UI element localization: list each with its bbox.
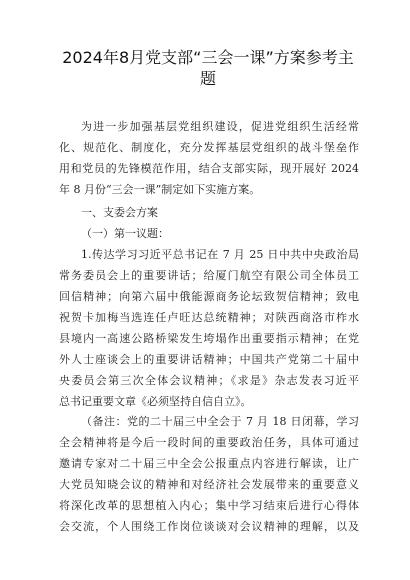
text-line: 县境内一高速公路桥梁发生垮塌作出重要指示精神；在党: [59, 332, 359, 345]
intro-paragraph: [59, 116, 359, 200]
text-line: 祝贺卡加梅当选连任卢旺达总统精神；对陕西商洛市柞水: [59, 311, 359, 324]
text-line: 回信精神；向第六届中俄能源商务论坛致贺信精神；致电: [59, 290, 359, 303]
text-line: 将深化改革的思想植入内心；集中学习结束后进行心得体: [59, 499, 359, 512]
document-title: [58, 47, 358, 89]
text-line: 大党员知晓会议的精神和对经济社会发展带来的重要意义: [59, 478, 359, 491]
heading-line: （一）第一议题：: [81, 227, 169, 240]
item-1-paragraph: [59, 244, 359, 412]
subsection-heading: [59, 223, 359, 244]
text-line: 央委员会第三次全体会议精神；《求是》杂志发表习近平: [59, 374, 359, 387]
text-line: 1.传达学习习近平总书记在 7 月 25 日中共中央政治局: [81, 248, 359, 261]
text-line: 化、规范化、制度化，充分发挥基层党组织的战斗堡垒作: [59, 141, 359, 154]
title-line: 2024年8月党支部“三会一课”方案参考主: [62, 48, 354, 67]
text-line: 总书记重要文章《必须坚持自信自立》。: [59, 395, 252, 408]
heading-line: 一、支委会方案: [81, 206, 158, 219]
text-line: 邀请专家对二十届三中全会公报重点内容进行解读，让广: [59, 457, 359, 470]
note-paragraph: [59, 411, 359, 537]
text-line: 年 8 月份“三会一课”制定如下实施方案。: [59, 183, 261, 196]
section-heading: [59, 202, 359, 223]
text-line: 会交流，个人围绕工作岗位谈谈对会议精神的理解，以及: [59, 520, 359, 533]
text-line: 常务委员会上的重要讲话；给厦门航空有限公司全体员工: [59, 269, 359, 282]
title-line: 题: [199, 69, 216, 88]
text-line: 用和党员的先锋模范作用，结合支部实际，现开展好 2024: [59, 162, 359, 175]
text-line: 全会精神将是今后一段时间的重要政治任务，具体可通过: [59, 436, 359, 449]
text-line: （备注：党的二十届三中全会于 7 月 18 日闭幕，学习: [81, 415, 359, 428]
text-line: 外人士座谈会上的重要讲话精神；中国共产党第二十届中: [59, 353, 359, 366]
text-line: 为进一步加强基层党组织建设，促进党组织生活经常: [81, 120, 359, 133]
